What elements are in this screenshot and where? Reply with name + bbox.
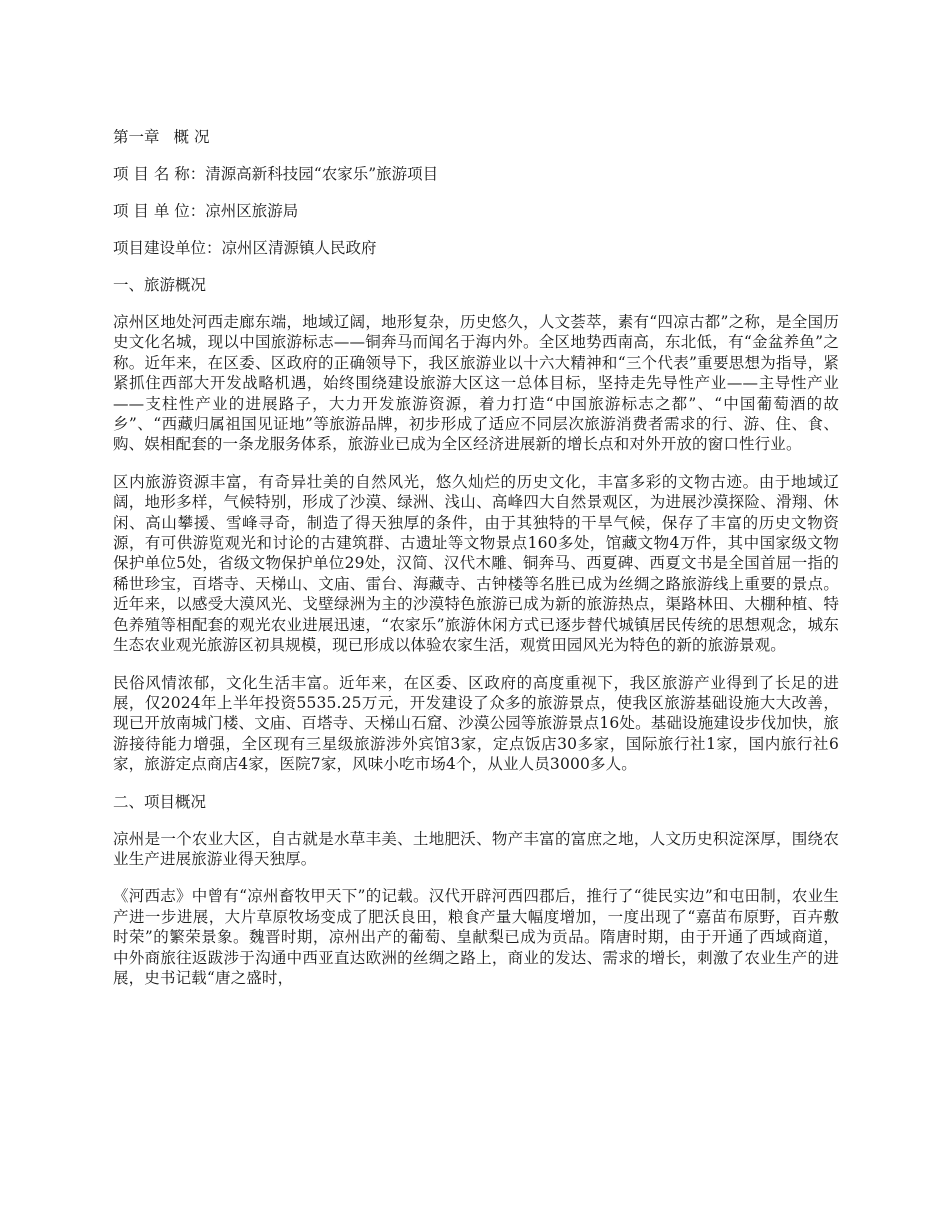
project-name-line: 项 目 名 称：清源高新科技园“农家乐”旅游项目 [113, 165, 439, 183]
section-heading-tourism-overview: 一、旅游概况 [113, 276, 207, 294]
paragraph: 凉州区地处河西走廊东端，地域辽阔，地形复杂，历史悠久，人文荟萃，素有“四凉古都”之称，是全国历史文化名城，现以中国旅游标志——铜奔马而闻名于海内外。全区地势西南高，东北低，有“金盆养鱼”之称。近年来，在区委、区政府的正确领导下，我区旅游业以十六大精神和“三个代表”重要思想为指导，紧紧抓住西部大开发战略机遇，始终围绕建设旅游大区这一总体目标，坚持走先导性产业——主导性产业——支柱性产业的进展路子，大力开发旅游资源，着力打造“中国旅游标志之都”、“中国葡萄酒的故乡”、“西藏归属祖国见证地”等旅游品牌，初步形成了适应不同层次旅游消费者需求的行、游、住、食、购、娱相配套的一条龙服务体系，旅游业已成为全区经济进展新的增长点和对外开放的窗口性行业。 [113, 313, 839, 454]
chapter-number: 第一章 [113, 128, 160, 146]
project-unit-line: 项 目 单 位：凉州区旅游局 [113, 202, 299, 220]
chapter-heading [113, 127, 839, 147]
paragraph: 《河西志》中曾有“凉州畜牧甲天下”的记载。汉代开辟河西四郡后，推行了“徙民实边”和屯田制，农业生产进一步进展，大片草原牧场变成了肥沃良田，粮食产量大幅度增加，一度出现了“嘉苗布原野，百卉敷时荣”的繁荣景象。魏晋时期，凉州出产的葡萄、皇献梨已成为贡品。隋唐时期，由于开通了西域商道，中外商旅往返跋涉于沟通中西亚直达欧洲的丝绸之路上，商业的发达、需求的增长，刺激了农业生产的进展，史书记载“唐之盛时， [113, 887, 839, 987]
construction-unit-line: 项目建设单位：凉州区清源镇人民政府 [113, 239, 377, 257]
section-heading-project-overview: 二、项目概况 [113, 792, 207, 811]
paragraph: 凉州是一个农业大区，自古就是水草丰美、土地肥沃、物产丰富的富庶之地，人文历史积淀深厚，围绕农业生产进展旅游业得天独厚。 [113, 829, 839, 868]
document-page [113, 127, 839, 1005]
chapter-title: 概 况 [173, 128, 210, 146]
paragraph: 民俗风情浓郁，文化生活丰富。近年来，在区委、区政府的高度重视下，我区旅游产业得到了长足的进展，仅2024年上半年投资5535.25万元，开发建设了众多的旅游景点，使我区旅游基础设施大大改善，现已开放南城门楼、文庙、百塔寺、天梯山石窟、沙漠公园等旅游景点16处。基础设施建设步伐加快，旅游接待能力增强，全区现有三星级旅游涉外宾馆3家，定点饭店30多家，国际旅行社1家，国内旅行社6家，旅游定点商店4家，医院7家，风味小吃市场4个，从业人员3000多人。 [113, 673, 839, 774]
paragraph: 区内旅游资源丰富，有奇异壮美的自然风光，悠久灿烂的历史文化，丰富多彩的文物古迹。由于地域辽阔，地形多样，气候特别，形成了沙漠、绿洲、浅山、高峰四大自然景观区，为进展沙漠探险、滑翔、休闲、高山攀援、雪峰寻奇，制造了得天独厚的条件，由于其独特的干旱气候，保存了丰富的历史文物资源，有可供游览观光和讨论的古建筑群、古遗址等文物景点160多处，馆藏文物4万件，其中国家级文物保护单位5处，省级文物保护单位29处，汉简、汉代木雕、铜奔马、西夏碑、西夏文书是全国首屈一指的稀世珍宝，百塔寺、天梯山、文庙、雷台、海藏寺、古钟楼等名胜已成为丝绸之路旅游线上重要的景点。近年来，以感受大漠风光、戈壁绿洲为主的沙漠特色旅游已成为新的旅游热点，渠路林田、大棚种植、特色养殖等相配套的观光农业进展迅速，“农家乐”旅游休闲方式已逐步替代城镇居民传统的思想观念，城东生态农业观光旅游区初具规模，现已形成以体验农家生活，观赏田园风光为特色的新的旅游景观。 [113, 472, 839, 655]
